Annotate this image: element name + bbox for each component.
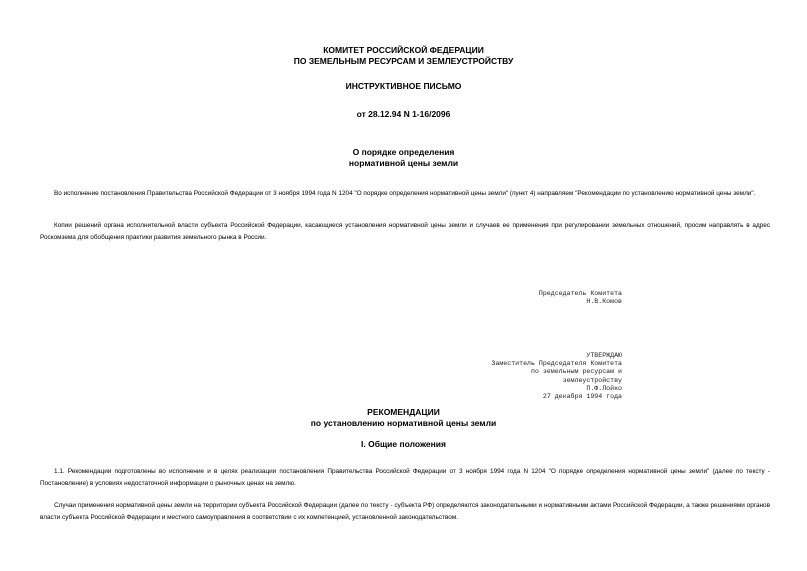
doc-type: ИНСТРУКТИВНОЕ ПИСЬМО [345,81,462,91]
recommendations-heading: РЕКОМЕНДАЦИИ [367,407,440,417]
committee-name [0,45,807,67]
recommendations-subtitle: по установлению нормативной цены земли [310,418,497,428]
committee-name-line2: ПО ЗЕМЕЛЬНЫМ РЕСУРСАМ И ЗЕМЛЕУСТРОЙСТВУ [293,56,514,66]
recommendations-paragraph-2-text: Случаи применения нормативной цены земли на территории субъекта Российской Федерации (далее по тексту - субъекта РФ) определяются законодательными и нормативными актами Российской Федерации, а также решениями органов власти субъекта Российской Федерации и местного самоуправления в соответствии с их компетенцией, установленной законодательством. [40,502,770,521]
paragraph-1-text: Во исполнение постановления Правительства Российской Федерации от 3 ноября 1994 года N 1204 "О порядке определения нормативной цены земли" (пункт 4) направляем "Рекомендации по установлению нормативной цены земли". [54,190,756,197]
doc-number: от 28.12.94 N 1-16/2096 [356,109,451,119]
signature-name: Н.В.Комов [586,298,622,306]
committee-name-line1: КОМИТЕТ РОССИЙСКОЙ ФЕДЕРАЦИИ [323,45,484,55]
doc-title [0,147,807,169]
approval-line6: 27 декабря 1994 года [542,393,622,401]
signature-block [539,290,622,306]
doc-title-line1: О порядке определения [352,147,455,157]
paragraph-2 [40,220,770,243]
doc-title-line2: нормативной цены земли [348,158,459,168]
signature-position: Председатель Комитета [538,290,622,297]
approval-line2: Заместитель Председателя Комитета [491,360,622,368]
approval-block [491,352,622,401]
paragraph-1 [40,188,770,200]
approval-line1: УТВЕРЖДАЮ [586,352,622,359]
paragraph-2-text: Копии решений органа исполнительной власти субъекта Российской Федерации, касающиеся установления нормативной цены земли и случаев ее применения при регулировании земельных отношений, просим направлять в адрес Роскомзема для обобщения практики развития земельного рынка в России. [40,222,770,241]
section-heading: I. Общие положения [361,439,446,449]
recommendations-title [0,407,807,429]
recommendations-paragraph-1-text: 1.1. Рекомендации подготовлены во исполнение и в целях реализации постановления Правительства Российской Федерации от 3 ноября 1994 года N 1204 "О порядке определения нормативной цены земли" (далее по тексту - Постановление) в условиях недостаточной информации о рыночных ценах на землю. [40,468,770,487]
approval-line4: землеустройству [562,376,622,384]
recommendations-paragraph-2 [40,500,770,523]
recommendations-paragraph-1 [40,466,770,489]
approval-line3: по земельным ресурсам и [530,368,622,376]
approval-line5: П.Ф.Лойко [586,384,622,392]
